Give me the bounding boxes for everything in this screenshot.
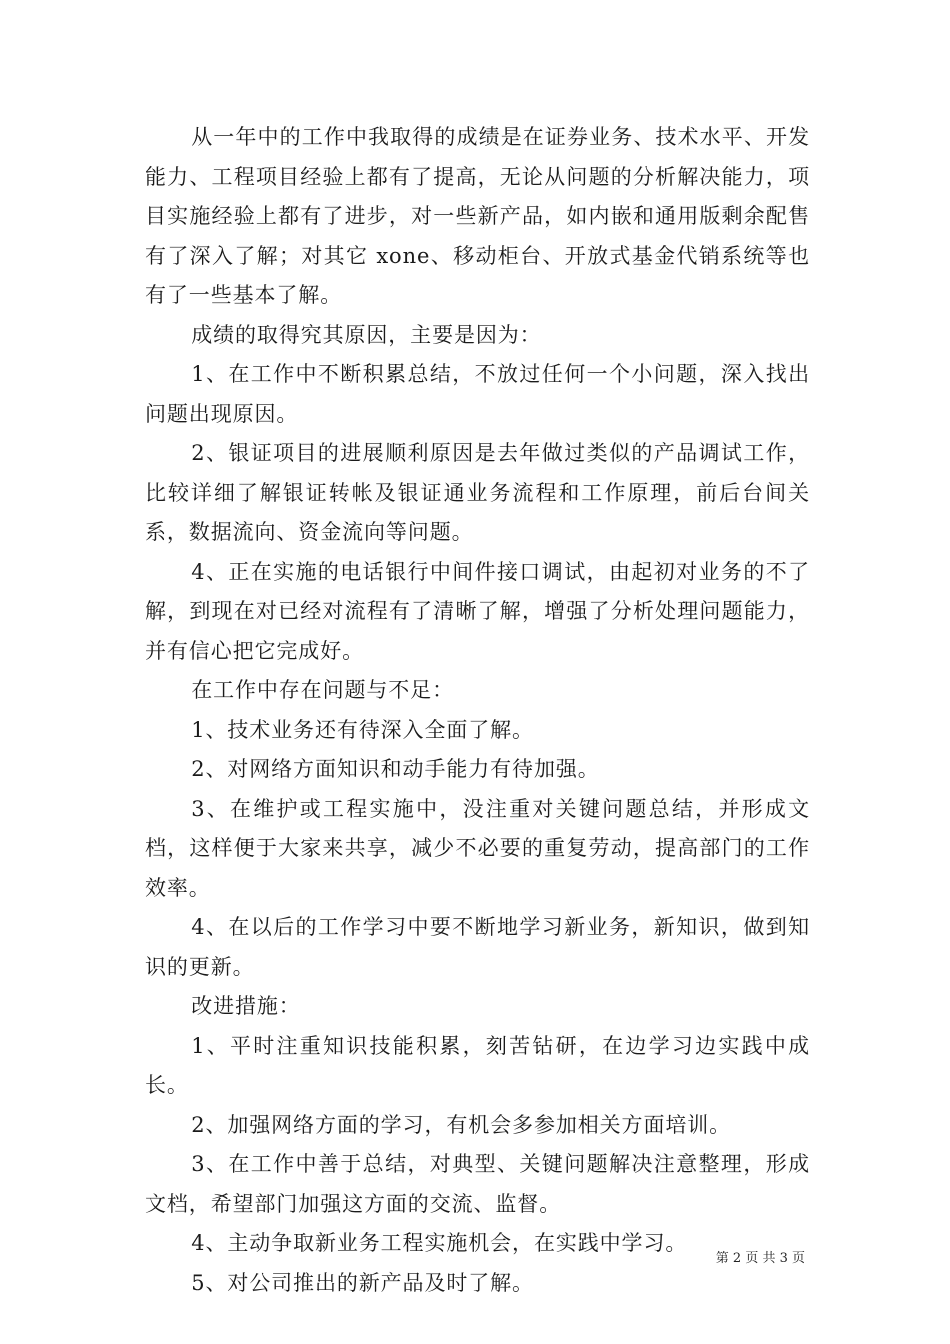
paragraph-improvements-heading: 改进措施：	[191, 994, 301, 1018]
paragraph-problem-2: 2、对网络方面知识和动手能力有待加强。	[191, 757, 600, 781]
paragraph-improvement-5: 5、对公司推出的新产品及时了解。	[191, 1270, 534, 1295]
paragraph-improvement-4: 4、主动争取新业务工程实施机会，在实践中学习。	[191, 1231, 688, 1255]
document-body	[145, 118, 810, 1303]
paragraph-achievements: 从一年中的工作中我取得的成绩是在证券业务、技术水平、开发能力、工程项目经验上都有了提高，无论从问题的分析解决能力，项目实施经验上都有了进步，对一些新产品，如内嵌和通用版剩余配售有了深入了解；对其它 xone、移动柜台、开放式基金代销系统等也有了一些基本了解。	[145, 125, 810, 307]
paragraph-problem-3: 3、在维护或工程实施中，没注重对关键问题总结，并形成文档，这样便于大家来共享，减少不必要的重复劳动，提高部门的工作效率。	[145, 796, 810, 900]
paragraph-reasons-heading: 成绩的取得究其原因，主要是因为：	[191, 322, 542, 347]
paragraph-reason-1: 1、在工作中不断积累总结，不放过任何一个小问题，深入找出问题出现原因。	[145, 362, 810, 426]
paragraph-improvement-2: 2、加强网络方面的学习，有机会多参加相关方面培训。	[191, 1112, 732, 1137]
paragraph-problem-1: 1、技术业务还有待深入全面了解。	[191, 717, 534, 742]
paragraph-improvement-3: 3、在工作中善于总结，对典型、关键问题解决注意整理，形成文档，希望部门加强这方面的交流、监督。	[145, 1152, 810, 1216]
paragraph-problems-heading: 在工作中存在问题与不足：	[191, 678, 454, 702]
page-number-footer: 第 2 页 共 3 页	[715, 1251, 805, 1266]
paragraph-improvement-1: 1、平时注重知识技能积累，刻苦钻研，在边学习边实践中成长。	[145, 1033, 810, 1097]
paragraph-problem-4: 4、在以后的工作学习中要不断地学习新业务，新知识，做到知识的更新。	[145, 915, 810, 979]
paragraph-reason-4: 4、正在实施的电话银行中间件接口调试，由起初对业务的不了解，到现在对已经对流程有了清晰了解，增强了分析处理问题能力，并有信心把它完成好。	[145, 559, 810, 663]
paragraph-reason-2: 2、银证项目的进展顺利原因是去年做过类似的产品调试工作，比较详细了解银证转帐及银证通业务流程和工作原理，前后台间关系，数据流向、资金流向等问题。	[145, 441, 810, 544]
